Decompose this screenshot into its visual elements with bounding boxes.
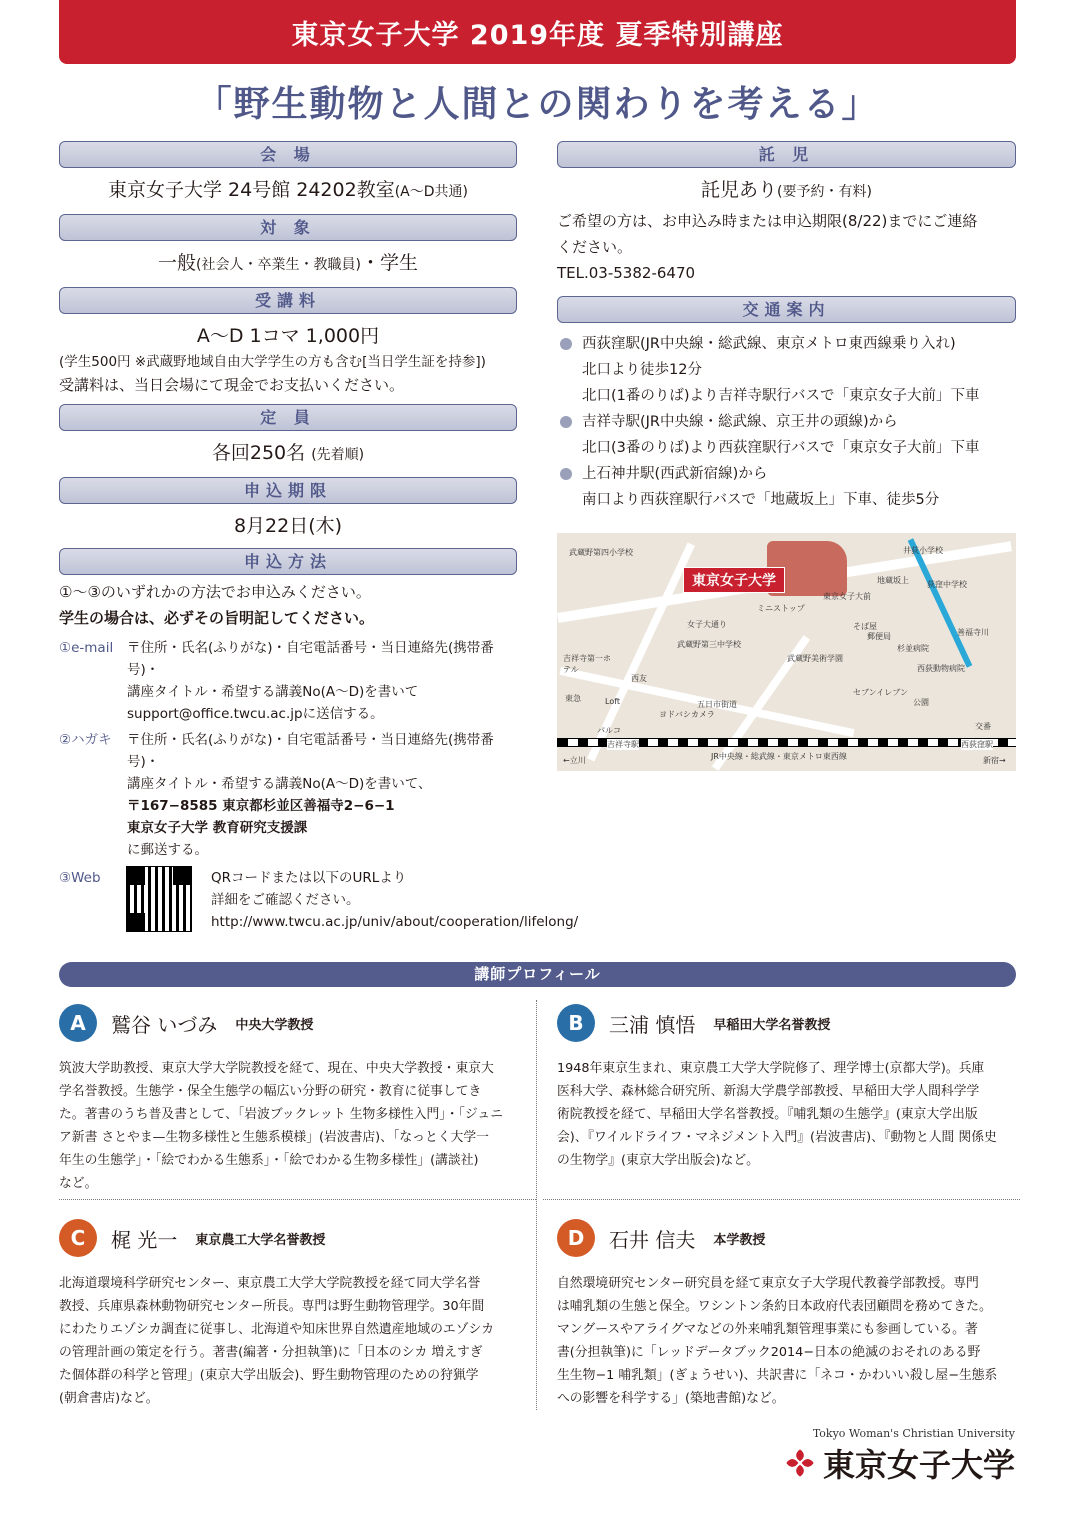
map-label: 吉祥寺駅 [607, 740, 639, 749]
right-column [557, 141, 1016, 771]
venue-note: (A〜D共通) [394, 184, 468, 200]
profile-name: 梶 光一 [111, 1227, 178, 1252]
profile-affiliation: 中央大学教授 [235, 1017, 314, 1033]
childcare-line: ください。 [557, 238, 633, 256]
fee-heading: 受講料 [59, 287, 517, 314]
qr-code-icon[interactable] [127, 867, 191, 931]
web-line: QRコードまたは以下のURLより [211, 870, 407, 886]
access-line: 南口より西荻窪駅行バスで「地蔵坂上」下車、徒歩5分 [582, 492, 940, 508]
map-label: 武蔵野美術学園 [787, 654, 843, 663]
postcard-recipient: 東京女子大学 教育研究支援課 [127, 820, 308, 836]
profile-letter: D [557, 1219, 595, 1257]
map-label: 吉祥寺第一ホテル [563, 654, 611, 674]
target-note: (社会人・卒業生・教職員) [196, 257, 361, 273]
postcard-line: 〒住所・氏名(ふりがな)・自宅電話番号・当日連絡先(携帯番号)・ [127, 732, 494, 770]
capacity-heading: 定 員 [59, 404, 517, 431]
profile-a [59, 1003, 519, 1195]
email-line: 〒住所・氏名(ふりがな)・自宅電話番号・当日連絡先(携帯番号)・ [127, 640, 494, 678]
map-label: 地蔵坂上 [877, 576, 909, 585]
map-label: 武蔵野第三中学校 [677, 640, 741, 649]
venue-main: 東京女子大学 24号館 24202教室 [108, 179, 395, 201]
deadline-main: 8月22日(木) [233, 515, 343, 537]
profile-bio: 筑波大学助教授、東京大学大学院教授を経て、現在、中央大学教授・東京大 学名誉教授。生態学・保全生態学の幅広い分野の研究・教育に従事してき た。著書のうち普及書として、「岩波ブックレット 生物多様性入門」・「ジュニ ア新書 さとやま—生物多様性と生態系模様」(岩波書店)、「なっとく大学一 年生の生態学」・「絵でわかる生態系」・「絵でわかる生物多様性」(講談社) など。 [59, 1061, 504, 1191]
access-line: 西荻窪駅(JR中央線・総武線、東京メトロ東西線乗り入れ) [582, 336, 956, 352]
capacity-main: 各回250名 [211, 442, 306, 464]
deadline-heading: 申込期限 [59, 477, 517, 504]
fee-line: 受講料は、当日会場にて現金でお支払いください。 [59, 376, 405, 394]
map-label: 荻窪中学校 [927, 580, 967, 589]
postcard-label: ②ハガキ [59, 732, 112, 748]
access-line: 北口(3番のりば)より西荻窪駅行バスで「東京女子大前」下車 [582, 440, 980, 456]
access-list [557, 331, 1016, 513]
profile-bio: 1948年東京生まれ、東京農工大学大学院修了、理学博士(京都大学)。兵庫 医科大学、森林総合研究所、新潟大学農学部教授、早稲田大学人間科学学 術院教授を経て、早稲田大学名誉教授。『哺乳類の生態学』(東京大学出版 会)、『ワイルドライフ・マネジメント入門』(岩波書店)、『動物と人間 関係史 の生物学』(東京大学出版会)など。 [557, 1061, 997, 1168]
profile-d [557, 1218, 1017, 1410]
profile-name: 石井 信夫 [609, 1227, 696, 1252]
map-label: 西友 [631, 674, 647, 683]
childcare-tel: TEL.03-5382-6470 [557, 264, 696, 282]
profile-name: 鷲谷 いづみ [111, 1012, 218, 1037]
map-label: 五日市街道 [697, 700, 737, 709]
university-emblem-icon [783, 1446, 817, 1480]
target-heading: 対 象 [59, 214, 517, 241]
profile-c [59, 1218, 519, 1410]
access-line: 北口(1番のりば)より吉祥寺駅行バスで「東京女子大前」下車 [582, 388, 980, 404]
method-intro1: ①〜③のいずれかの方法でお申込みください。 [59, 583, 371, 601]
map-label: 西荻動物病院 [917, 664, 965, 673]
bullet-icon [560, 468, 572, 480]
postcard-address: 〒167−8585 東京都杉並区善福寺2−6−1 [127, 798, 395, 814]
childcare-heading: 託 児 [557, 141, 1016, 168]
access-item [557, 409, 1016, 461]
map-label: 杉並病院 [897, 644, 929, 653]
map-label: そば屋 [853, 622, 877, 631]
method-intro2: 学生の場合は、必ずその旨明記してください。 [59, 609, 375, 627]
divider [543, 1199, 1020, 1200]
childcare-line: ご希望の方は、お申込み時または申込期限(8/22)までにご連絡 [557, 212, 978, 230]
map-label: JR中央線・総武線・東京メトロ東西線 [711, 752, 847, 761]
map-label: 東京女子大前 [823, 592, 871, 601]
map-label: パルコ [597, 726, 621, 735]
method-postcard [59, 729, 517, 861]
divider [536, 1000, 537, 1410]
profile-bio: 北海道環境科学研究センター、東京農工大学大学院教授を経て同大学名誉 教授、兵庫県森林動物研究センター所長。専門は野生動物管理学。30年間 にわたりエゾシカ調査に従事し、北海道や知床世界自然遺産地域のエゾシカ の管理計画の策定を行う。著書(編著・分担執筆)に「日本のシカ 増えすぎ た個体群の科学と管理」(東京大学出版会)、野生動物管理のための狩猟学 (朝倉書店)など。 [59, 1276, 495, 1406]
fee-main: A〜D 1コマ 1,000円 [196, 325, 380, 347]
map-label: 井荻小学校 [903, 546, 943, 555]
profile-letter: C [59, 1219, 97, 1257]
map-label: 新宿→ [983, 756, 1006, 765]
venue-heading: 会 場 [59, 141, 517, 168]
access-heading: 交通案内 [557, 296, 1016, 323]
footer-university-en: Tokyo Woman's Christian University [812, 1427, 1015, 1440]
map-label: ミニストップ [757, 604, 805, 613]
target-main: 一般 [158, 252, 197, 274]
web-line: 詳細をご確認ください。 [211, 892, 360, 908]
profiles-heading: 講師プロフィール [59, 962, 1016, 987]
lecture-title: 「野生動物と人間との関わりを考える」 [195, 84, 880, 125]
method-email [59, 637, 517, 725]
email-line: 講座タイトル・希望する講義No(A〜D)を書いて [127, 684, 419, 700]
profile-affiliation: 早稲田大学名誉教授 [713, 1017, 831, 1033]
profile-letter: A [59, 1004, 97, 1042]
map-label: 郵便局 [867, 632, 891, 641]
postcard-line: に郵送する。 [127, 842, 208, 858]
map-label: 公園 [913, 698, 929, 707]
map-label: 女子大通り [687, 620, 727, 629]
map-label: 東急 [565, 694, 581, 703]
childcare-main: 託児あり [701, 179, 778, 201]
access-line: 上石神井駅(西武新宿線)から [582, 466, 768, 482]
access-item [557, 461, 1016, 513]
capacity-note: (先着順) [311, 447, 365, 463]
bullet-icon [560, 416, 572, 428]
footer-university-jp: 東京女子大学 [822, 1446, 1015, 1484]
web-url-link[interactable]: http://www.twcu.ac.jp/univ/about/cooperation/lifelong/ [211, 914, 579, 930]
access-line: 北口より徒歩12分 [582, 362, 702, 378]
fee-note: (学生500円 ※武蔵野地域自由大学学生の方も含む[当日学生証を持参]) [59, 354, 486, 370]
email-address-link[interactable]: support@office.twcu.ac.jpに送信する。 [127, 706, 384, 722]
childcare-note: (要予約・有料) [777, 184, 872, 200]
target-info [59, 249, 517, 279]
map-label: セブンイレブン [853, 688, 908, 697]
map-label: ヨドバシカメラ [659, 710, 715, 719]
bullet-icon [560, 338, 572, 350]
profile-affiliation: 本学教授 [713, 1232, 766, 1248]
capacity-info [59, 439, 517, 469]
map-label: Loft [605, 697, 621, 706]
childcare-info [557, 176, 1016, 206]
access-line: 吉祥寺駅(JR中央線・総武線、京王井の頭線)から [582, 414, 898, 430]
profile-bio: 自然環境研究センター研究員を経て東京女子大学現代教養学部教授。専門 は哺乳類の生態と保全。ワシントン条約日本政府代表団顧問を務めてきた。 マングースやアライグマなどの外来哺乳類管理事業にも参画している。著 書(分担執筆)に「レッドデータブック2014−日本の絶滅のおそれのある野 生生物−1 哺乳類」(ぎょうせい)、共訳書に「ネコ・かわいい殺し屋−生態系 への影響を科学する」(築地書館)など。 [557, 1276, 998, 1406]
email-label: ①e-mail [59, 640, 114, 656]
divider [59, 1199, 536, 1200]
map-label: 西荻窪駅 [961, 740, 993, 749]
profile-letter: B [557, 1004, 595, 1042]
venue-info [59, 176, 517, 206]
map-label: 武蔵野第四小学校 [569, 548, 633, 557]
method-heading: 申込方法 [59, 548, 517, 575]
map-label: 善福寺川 [957, 628, 989, 637]
access-item [557, 331, 1016, 409]
banner-title: 東京女子大学 2019年度 夏季特別講座 [59, 0, 1016, 64]
map-campus-label: 東京女子大学 [683, 567, 785, 593]
postcard-line: 講座タイトル・希望する講義No(A〜D)を書いて、 [127, 776, 432, 792]
map-label: ←立川 [563, 756, 586, 765]
profile-name: 三浦 慎悟 [609, 1012, 696, 1037]
profile-affiliation: 東京農工大学名誉教授 [195, 1232, 326, 1248]
map-label: 交番 [975, 722, 991, 731]
web-label: ③Web [59, 870, 101, 886]
footer-university-logo [783, 1440, 1015, 1486]
target-tail: ・学生 [360, 252, 418, 274]
method-web [59, 867, 579, 933]
access-map [557, 533, 1016, 771]
profile-b [557, 1003, 1017, 1172]
